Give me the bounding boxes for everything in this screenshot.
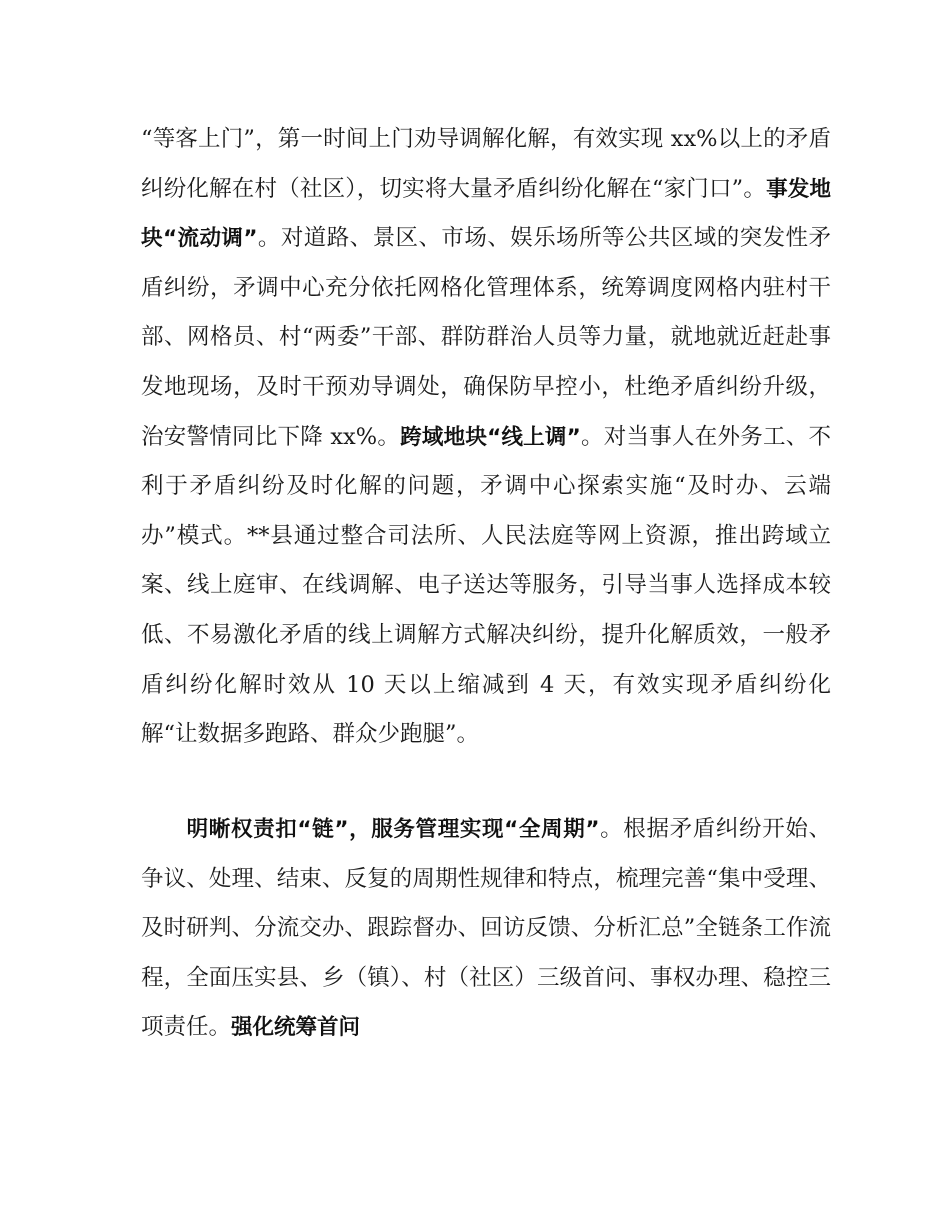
bold-heading-first-inquiry: 强化统筹首问 — [231, 1015, 361, 1041]
bold-heading-full-cycle: 明晰权责扣“链”，服务管理实现“全周期” — [186, 817, 600, 842]
bold-heading-online-mediation: 跨域地块“线上调” — [400, 424, 581, 450]
text-run: “等客上门”，第一时间上门劝导调解化解，有效实现 xx%以上的矛盾纠纷化解在村（社区），切实将大量矛盾纠纷化解在“家门口”。 — [141, 126, 831, 202]
paragraph-mediation-modes — [141, 115, 831, 760]
paragraph-responsibility-chain — [141, 805, 831, 1053]
text-run: 。对当事人在外务工、不利于矛盾纠纷及时化解的问题，矛调中心探索实施“及时办、云端办”模式。**县通过整合司法所、人民法庭等网上资源，推出跨域立案、线上庭审、在线调解、电子送达等服务，引导当事人选择成本较低、不易激化矛盾的线上调解方式解决纠纷，提升化解质效，一般矛盾纠纷化解时效从 10 天以上缩减到 4 天，有效实现矛盾纠纷化解“让数据多跑路、群众少跑腿”。 — [141, 423, 831, 748]
text-run: 。对道路、景区、市场、娱乐场所等公共区域的突发性矛盾纠纷，矛调中心充分依托网格化管理体系，统筹调度网格内驻村干部、网格员、村“两委”干部、群防群治人员等力量，就地就近赶赴事发地现场，及时干预劝导调处，确保防早控小，杜绝矛盾纠纷升级，治安警情同比下降 xx%。 — [141, 225, 831, 450]
text-run: 。根据矛盾纠纷开始、争议、处理、结束、反复的周期性规律和特点，梳理完善“集中受理、及时研判、分流交办、跟踪督办、回访反馈、分析汇总”全链条工作流程，全面压实县、乡（镇）、村（社区）三级首问、事权办理、稳控三项责任。 — [141, 816, 831, 1041]
bold-heading-mobile-mediation: 事发地块“流动调” — [141, 176, 831, 252]
